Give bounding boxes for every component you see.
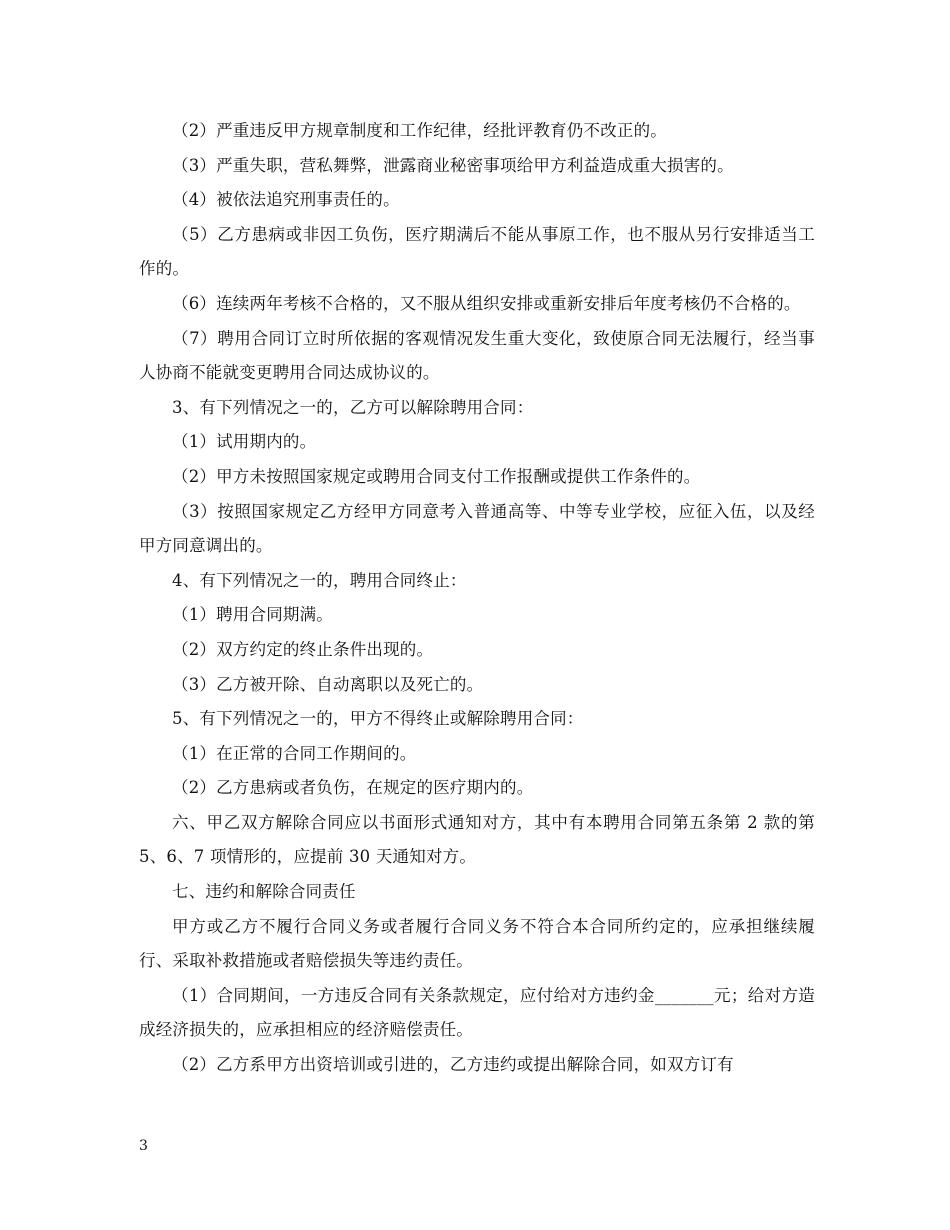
paragraph: （2）乙方患病或者负伤，在规定的医疗期内的。 [172, 778, 534, 798]
paragraph: （7）聘用合同订立时所依据的客观情况发生重大变化，致使原合同无法履行，经当事人协商不能就变更聘用合同达成协议的。 [139, 328, 815, 383]
paragraph: 甲方或乙方不履行合同义务或者履行合同义务不符合本合同所约定的，应承担继续履行、采取补救措施或者赔偿损失等违约责任。 [139, 916, 815, 971]
section-heading: 七、违约和解除合同责任 [172, 882, 356, 902]
document-body [139, 114, 815, 1083]
paragraph: （1）合同期间，一方违反合同有关条款规定，应付给对方违约金_______元；给对方造成经济损失的，应承担相应的经济赔偿责任。 [139, 985, 815, 1040]
paragraph: （1）聘用合同期满。 [172, 605, 333, 625]
paragraph: （1）在正常的合同工作期间的。 [172, 743, 417, 763]
paragraph: 3、有下列情况之一的，乙方可以解除聘用合同： [172, 397, 534, 417]
paragraph: 4、有下列情况之一的，聘用合同终止： [172, 570, 467, 590]
paragraph: （2）严重违反甲方规章制度和工作纪律，经批评教育仍不改正的。 [172, 121, 667, 140]
paragraph: （2）乙方系甲方出资培训或引进的，乙方违约或提出解除合同，如双方订有 [172, 1055, 734, 1075]
paragraph: （3）严重失职，营私舞弊，泄露商业秘密事项给甲方利益造成重大损害的。 [172, 155, 734, 175]
paragraph: （3）乙方被开除、自动离职以及死亡的。 [172, 674, 484, 694]
page-number: 3 [139, 1138, 148, 1154]
paragraph: （4）被依法追究刑事责任的。 [172, 190, 400, 210]
paragraph: （3）按照国家规定乙方经甲方同意考入普通高等、中等专业学校，应征入伍，以及经甲方同意调出的。 [139, 501, 815, 556]
paragraph: （1）试用期内的。 [172, 432, 317, 452]
paragraph: 六、甲乙双方解除合同应以书面形式通知对方，其中有本聘用合同第五条第 2 款的第 5、6、7 项情形的，应提前 30 天通知对方。 [139, 812, 815, 867]
paragraph: 5、有下列情况之一的，甲方不得终止或解除聘用合同： [172, 709, 584, 729]
paragraph: （6）连续两年考核不合格的，又不服从组织安排或重新安排后年度考核仍不合格的。 [172, 293, 801, 313]
paragraph: （5）乙方患病或非因工负伤，医疗期满后不能从事原工作，也不服从另行安排适当工作的。 [139, 224, 815, 279]
paragraph: （2）双方约定的终止条件出现的。 [172, 639, 434, 659]
paragraph: （2）甲方未按照国家规定或聘用合同支付工作报酬或提供工作条件的。 [172, 466, 701, 486]
